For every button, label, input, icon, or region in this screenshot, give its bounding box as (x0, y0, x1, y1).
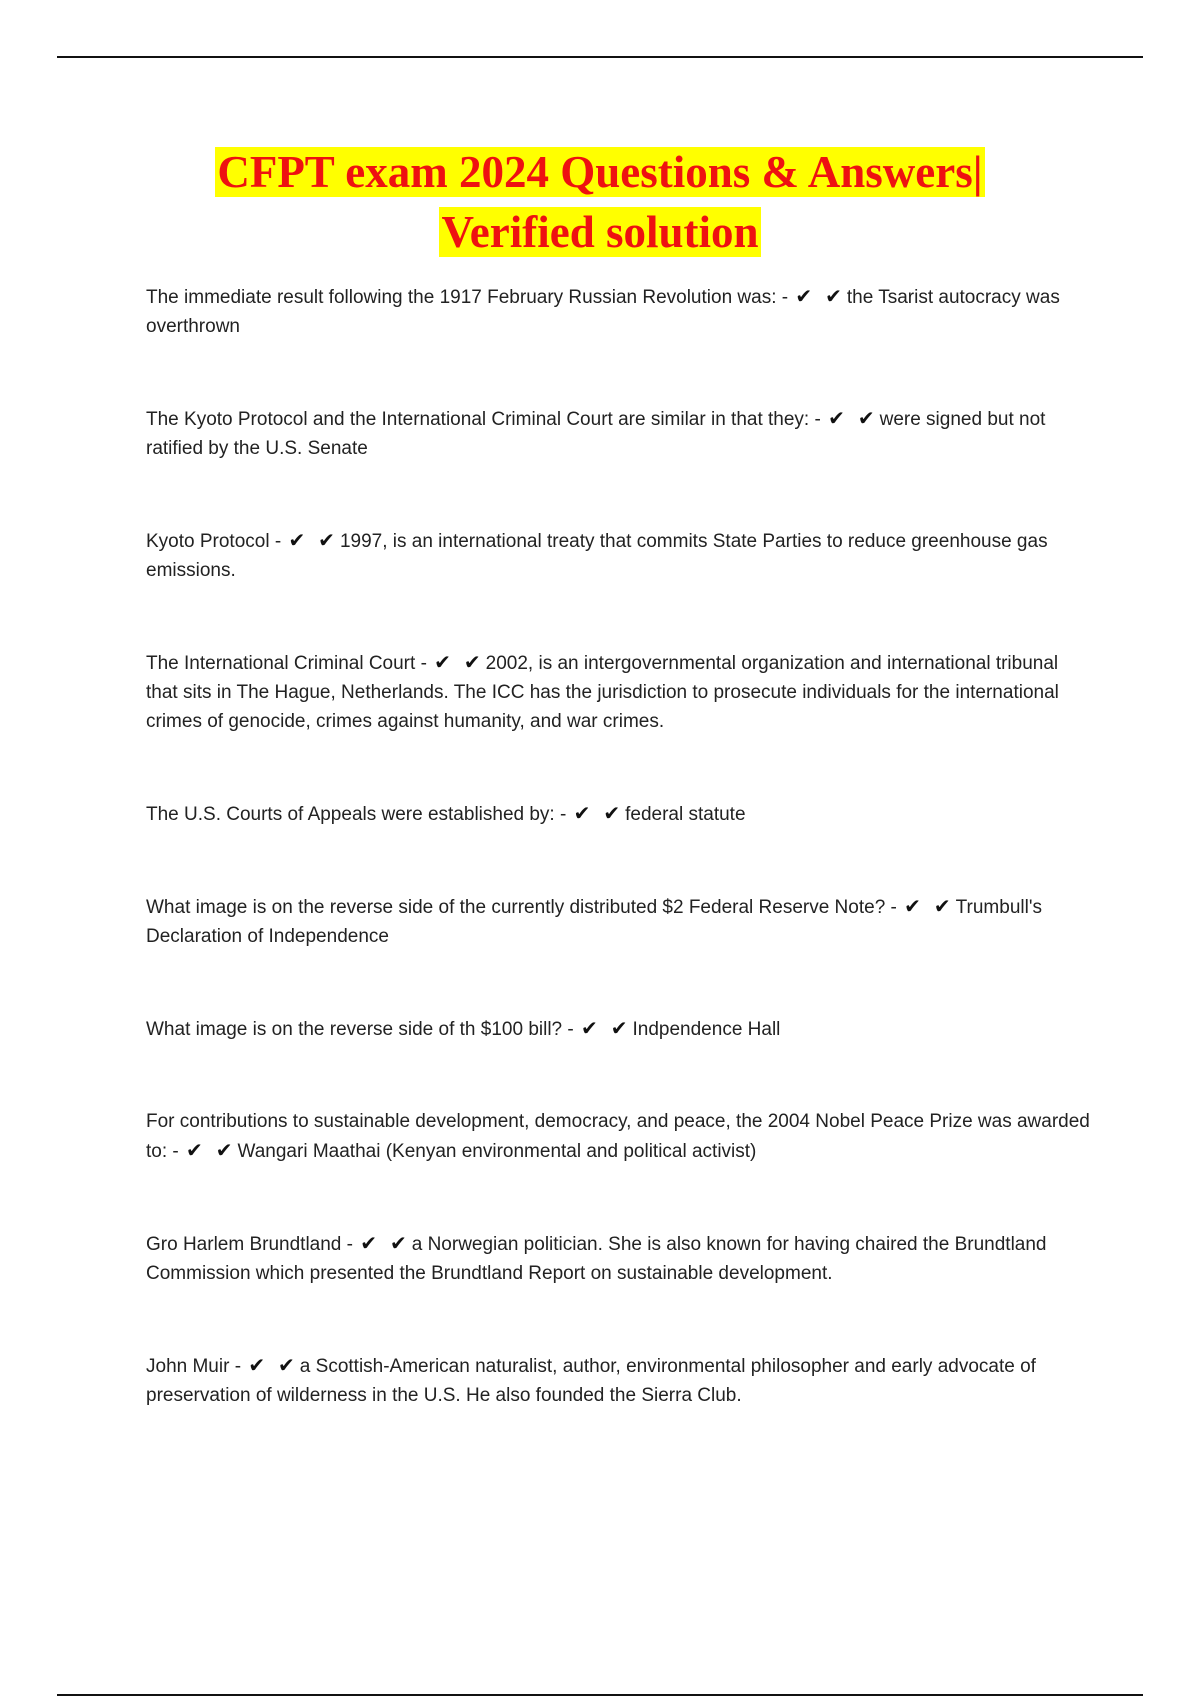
question-text: What image is on the reverse side of th $100 bill? - (146, 1019, 574, 1040)
double-check-icon: ✔ ✔ (434, 650, 484, 674)
question-text: Gro Harlem Brundtland - (146, 1234, 353, 1255)
qa-entry-1 (146, 282, 1091, 341)
title-line-1: CFPT exam 2024 Questions & Answers| (217, 147, 983, 197)
document-title (150, 142, 1050, 262)
qa-entry-2 (146, 404, 1091, 463)
qa-entry-8 (146, 1107, 1091, 1166)
double-check-icon: ✔ ✔ (904, 894, 954, 918)
double-check-icon: ✔ ✔ (828, 406, 878, 430)
question-text: What image is on the reverse side of the currently distributed $2 Federal Reserve Note? - (146, 897, 897, 918)
qa-entry-9 (146, 1229, 1091, 1288)
qa-entry-4 (146, 648, 1091, 736)
question-text: For contributions to sustainable development, democracy, and peace, the 2004 Nobel Peace Prize was awarded to: - (146, 1111, 1090, 1162)
answer-text: were signed but not ratified by the U.S. Senate (146, 409, 1046, 459)
double-check-icon: ✔ ✔ (186, 1138, 236, 1162)
double-check-icon: ✔ ✔ (248, 1353, 298, 1377)
qa-entry-10 (146, 1351, 1091, 1410)
question-text: John Muir - (146, 1356, 242, 1377)
answer-text: Indpendence Hall (632, 1019, 781, 1040)
header-rule (57, 56, 1143, 58)
answer-text: Trumbull's Declaration of Independence (146, 897, 1042, 947)
qa-entry-7 (146, 1014, 1091, 1044)
answer-text: 2002, is an intergovernmental organization and international tribunal that sits in The Hague, Netherlands. The ICC has the jurisdiction to prosecute individuals for the international crimes of genocide, crimes against humanity, and war crimes. (146, 653, 1059, 732)
question-text: The International Criminal Court - (146, 653, 427, 674)
qa-entry-3 (146, 526, 1091, 585)
double-check-icon: ✔ ✔ (581, 1016, 631, 1040)
qa-entry-5 (146, 799, 1091, 829)
double-check-icon: ✔ ✔ (360, 1231, 410, 1255)
qa-list (146, 282, 1091, 1410)
answer-text: a Norwegian politician. She is also known for having chaired the Brundtland Commission which presented the Brundtland Report on sustainable development. (146, 1234, 1047, 1284)
double-check-icon: ✔ ✔ (573, 801, 624, 825)
double-check-icon: ✔ ✔ (795, 284, 845, 308)
question-text: Kyoto Protocol - (146, 531, 282, 552)
question-text: The Kyoto Protocol and the International Criminal Court are similar in that they: - (146, 409, 821, 430)
question-text: The U.S. Courts of Appeals were established by: - (146, 804, 567, 825)
footer-rule (57, 1694, 1143, 1696)
answer-text: federal statute (625, 804, 746, 825)
answer-text: the Tsarist autocracy was overthrown (146, 287, 1060, 337)
answer-text: Wangari Maathai (Kenyan environmental and political activist) (237, 1141, 757, 1162)
question-text: The immediate result following the 1917 February Russian Revolution was: - (146, 287, 789, 308)
title-line-2: Verified solution (441, 207, 759, 257)
answer-text: a Scottish-American naturalist, author, environmental philosopher and early advocate of preservation of wilderness in the U.S. He also founded the Sierra Club. (146, 1356, 1036, 1406)
answer-text: 1997, is an international treaty that commits State Parties to reduce greenhouse gas emissions. (146, 531, 1048, 581)
double-check-icon: ✔ ✔ (288, 528, 338, 552)
qa-entry-6 (146, 892, 1091, 951)
